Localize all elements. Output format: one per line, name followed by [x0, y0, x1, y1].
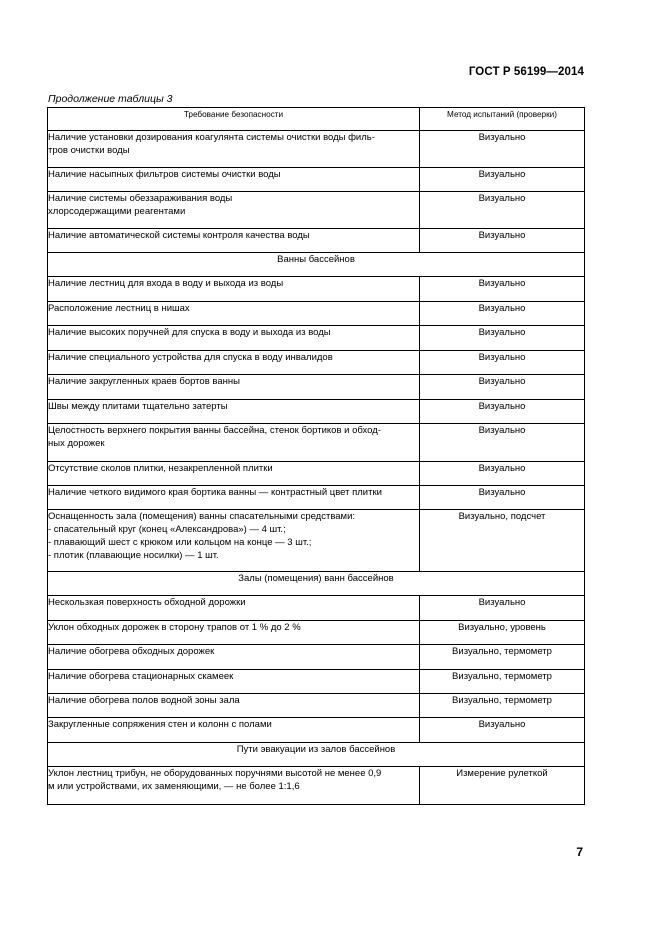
requirement-text-line: тров очистки воды — [48, 145, 130, 156]
requirement-cell — [48, 596, 420, 621]
requirement-cell — [48, 510, 420, 572]
table-row — [48, 510, 585, 572]
table-row — [48, 375, 585, 400]
requirement-cell — [48, 375, 420, 400]
table-row — [48, 645, 585, 670]
table-row — [48, 694, 585, 718]
requirement-cell — [48, 621, 420, 645]
table-row — [48, 351, 585, 375]
method-cell: Визуально — [420, 351, 585, 375]
method-cell: Визуально — [420, 302, 585, 326]
requirement-text-line: Целостность верхнего покрытия ванны бассейна, стенок бортиков и обход- — [48, 425, 381, 436]
requirement-text-line: м или устройствами, их заменяющими, — не более 1:1,6 — [48, 781, 300, 792]
requirement-cell — [48, 277, 420, 302]
requirement-cell — [48, 326, 420, 351]
requirement-text-line: - плотик (плавающие носилки) — 1 шт. — [48, 550, 219, 561]
requirement-text-line: ных дорожек — [48, 438, 105, 449]
table-row — [48, 670, 585, 694]
requirement-cell — [48, 131, 420, 168]
column-header-method: Метод испытаний (проверки) — [420, 108, 585, 131]
requirement-text-line: Наличие автоматической системы контроля качества воды — [48, 230, 310, 241]
requirement-cell — [48, 645, 420, 670]
requirement-text-line: Швы между плитами тщательно затерты — [48, 401, 228, 412]
requirement-text-line: Наличие обогрева полов водной зоны зала — [48, 695, 240, 706]
table-row — [48, 302, 585, 326]
table-row — [48, 277, 585, 302]
requirement-cell — [48, 302, 420, 326]
page-number: 7 — [576, 845, 583, 859]
method-cell: Визуально — [420, 462, 585, 486]
requirements-table — [47, 107, 585, 805]
requirement-cell — [48, 486, 420, 510]
requirement-text-line: хлорсодержащими реагентами — [48, 206, 186, 217]
requirement-text-line: Наличие системы обеззараживания воды — [48, 193, 233, 204]
requirement-cell — [48, 229, 420, 253]
method-cell: Визуально — [420, 192, 585, 229]
requirement-text-line: Нескользкая поверхность обходной дорожки — [48, 597, 246, 608]
requirement-text-line: Наличие четкого видимого края бортика ванны — контрастный цвет плитки — [48, 487, 382, 498]
section-title: Пути эвакуации из залов бассейнов — [48, 743, 585, 767]
table-body — [48, 131, 585, 805]
section-title: Ванны бассейнов — [48, 253, 585, 277]
requirement-text-line: Наличие специального устройства для спуска в воду инвалидов — [48, 352, 333, 363]
table-row — [48, 621, 585, 645]
requirement-cell — [48, 351, 420, 375]
method-cell: Визуально — [420, 277, 585, 302]
requirement-text-line: Отсутствие сколов плитки, незакрепленной плитки — [48, 463, 273, 474]
requirement-text-line: Наличие обогрева стационарных скамеек — [48, 671, 234, 682]
method-cell: Визуально — [420, 375, 585, 400]
table-row — [48, 718, 585, 743]
method-cell: Визуально — [420, 596, 585, 621]
requirement-text-line: Закругленные сопряжения стен и колонн с полами — [48, 719, 272, 730]
requirement-text-line: Расположение лестниц в нишах — [48, 303, 190, 314]
requirement-cell — [48, 718, 420, 743]
table-caption: Продолжение таблицы 3 — [48, 93, 173, 105]
section-title: Залы (помещения) ванн бассейнов — [48, 572, 585, 596]
method-cell: Визуально — [420, 486, 585, 510]
section-row — [48, 572, 585, 596]
table-row — [48, 400, 585, 424]
table-row — [48, 131, 585, 168]
requirement-text-line: - плавающий шест с крюком или кольцом на конце — 3 шт.; — [48, 537, 312, 548]
method-cell: Визуально — [420, 168, 585, 192]
method-cell: Визуально — [420, 326, 585, 351]
requirement-cell — [48, 670, 420, 694]
method-cell: Визуально, термометр — [420, 645, 585, 670]
table-row — [48, 192, 585, 229]
requirement-cell — [48, 767, 420, 805]
method-cell: Визуально, уровень — [420, 621, 585, 645]
section-row — [48, 743, 585, 767]
table-row — [48, 767, 585, 805]
requirement-text-line: Наличие обогрева обходных дорожек — [48, 646, 215, 657]
table-row — [48, 462, 585, 486]
requirement-text-line: Наличие закругленных краев бортов ванны — [48, 376, 240, 387]
requirement-cell — [48, 400, 420, 424]
requirement-cell — [48, 424, 420, 462]
column-header-requirement: Требование безопасности — [48, 108, 420, 131]
table-row — [48, 326, 585, 351]
requirement-cell — [48, 192, 420, 229]
requirement-text-line: Наличие лестниц для входа в воду и выхода из воды — [48, 278, 284, 289]
requirement-text-line: Наличие высоких поручней для спуска в воду и выхода из воды — [48, 327, 331, 338]
method-cell: Визуально — [420, 131, 585, 168]
table-row — [48, 168, 585, 192]
requirement-text-line: Наличие насыпных фильтров системы очистки воды — [48, 169, 281, 180]
method-cell: Визуально — [420, 424, 585, 462]
table-row — [48, 486, 585, 510]
table-header-row — [48, 108, 585, 131]
requirement-cell — [48, 462, 420, 486]
requirement-cell — [48, 168, 420, 192]
table-row — [48, 596, 585, 621]
method-cell: Измерение рулеткой — [420, 767, 585, 805]
requirement-text-line: Наличие установки дозирования коагулянта системы очистки воды филь- — [48, 132, 375, 143]
requirement-text-line: Оснащенность зала (помещения) ванны спасательными средствами: — [48, 511, 356, 522]
method-cell: Визуально, термометр — [420, 670, 585, 694]
method-cell: Визуально — [420, 718, 585, 743]
method-cell: Визуально — [420, 229, 585, 253]
document-code: ГОСТ Р 56199—2014 — [468, 66, 584, 78]
requirement-text-line: Уклон обходных дорожек в сторону трапов от 1 % до 2 % — [48, 622, 301, 633]
requirement-text-line: - спасательный круг (конец «Александрова») — 4 шт.; — [48, 524, 286, 535]
table-row — [48, 424, 585, 462]
requirement-cell — [48, 694, 420, 718]
requirement-text-line: Уклон лестниц трибун, не оборудованных поручнями высотой не менее 0,9 — [48, 768, 382, 779]
table-row — [48, 229, 585, 253]
section-row — [48, 253, 585, 277]
method-cell: Визуально, термометр — [420, 694, 585, 718]
method-cell: Визуально, подсчет — [420, 510, 585, 572]
method-cell: Визуально — [420, 400, 585, 424]
